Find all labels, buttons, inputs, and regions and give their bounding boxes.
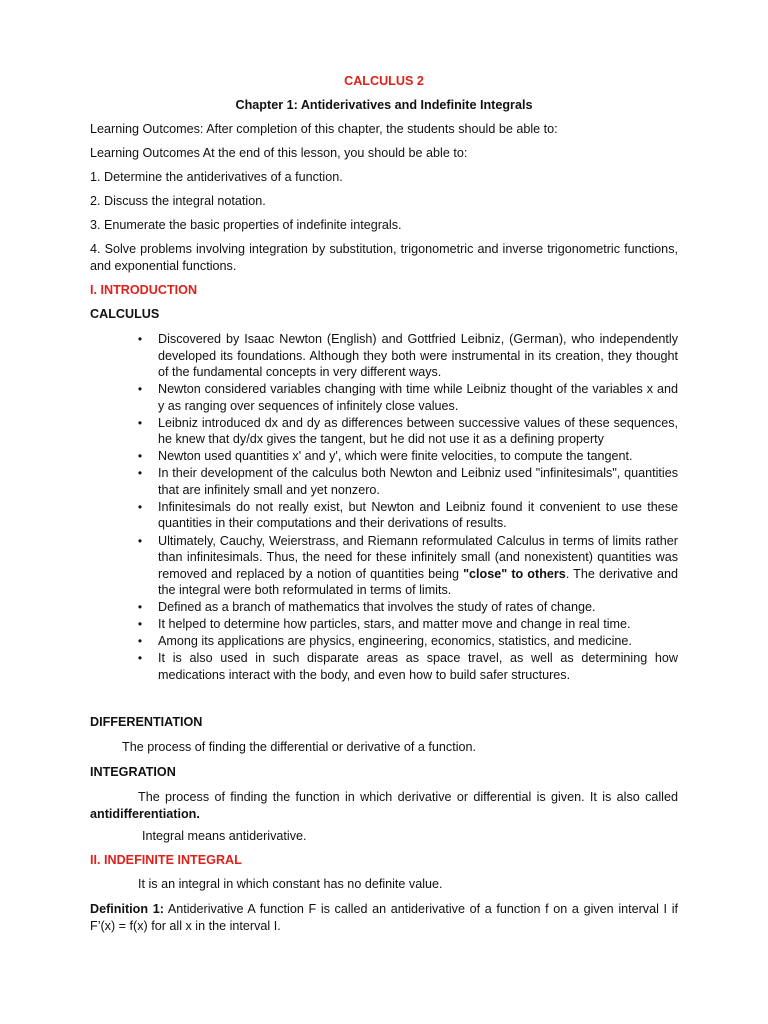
outcome-item-4: 4. Solve problems involving integration by substitution, trigonometric and inverse trigonometric functions, and exponential functions. bbox=[90, 242, 678, 273]
list-item: • Discovered by Isaac Newton (English) and Gottfried Leibniz, (German), who independently developed its foundations. Although they both were instrumental in its creation, they thought of the fundamental concepts in very different ways. bbox=[158, 331, 678, 381]
list-item: • It helped to determine how particles, stars, and matter move and change in real time. bbox=[158, 616, 678, 633]
list-item: • Defined as a branch of mathematics that involves the study of rates of change. bbox=[158, 599, 678, 616]
outcome-item-3: 3. Enumerate the basic properties of indefinite integrals. bbox=[90, 218, 402, 232]
bullet-icon: • bbox=[137, 382, 143, 397]
section-heading-introduction: I. INTRODUCTION bbox=[90, 283, 198, 297]
bullet-icon: • bbox=[137, 332, 143, 346]
list-item: • Leibniz introduced dx and dy as differences between successive values of these sequences, he knew that dy/dx gives the tangent, but he did not use it as a defining property bbox=[158, 415, 678, 448]
calculus-heading: CALCULUS bbox=[90, 307, 160, 321]
list-item: • It is also used in such disparate areas as space travel, as well as determining how medications interact with the body, and even how to build safer structures. bbox=[158, 650, 678, 683]
bullet-icon: • bbox=[137, 449, 143, 464]
learning-outcomes-intro-alt: Learning Outcomes At the end of this lesson, you should be able to: bbox=[90, 146, 468, 160]
integral-means-note: Integral means antiderivative. bbox=[142, 829, 307, 843]
learning-outcomes-intro: Learning Outcomes: After completion of this chapter, the students should be able to: bbox=[90, 122, 558, 136]
chapter-title: Chapter 1: Antiderivatives and Indefinite Integrals bbox=[235, 98, 533, 112]
bullet-icon: • bbox=[137, 634, 143, 649]
definition-label: Definition 1: bbox=[90, 902, 164, 916]
close-to-others-emphasis: "close" to others bbox=[463, 566, 566, 581]
bullet-icon: • bbox=[137, 600, 143, 615]
bullet-icon: • bbox=[137, 415, 143, 430]
bullet-icon: • bbox=[137, 617, 143, 632]
definition-1: Definition 1: Antiderivative A function F is called an antiderivative of a function f on a given interval I if F’(x) = f(x) for all x in the interval I. bbox=[90, 902, 678, 933]
indefinite-integral-description: It is an integral in which constant has no definite value. bbox=[138, 877, 443, 891]
calculus-bullet-list bbox=[137, 331, 678, 684]
list-item: • Among its applications are physics, engineering, economics, statistics, and medicine. bbox=[158, 633, 678, 650]
bullet-icon: • bbox=[137, 466, 143, 481]
integration-definition: The process of finding the function in which derivative or differential is given. It is also called antidifferentiation. bbox=[90, 790, 678, 821]
list-item: • Newton used quantities x' and y', which were finite velocities, to compute the tangent. bbox=[158, 448, 678, 465]
section-heading-indefinite-integral: II. INDEFINITE INTEGRAL bbox=[90, 853, 242, 867]
list-item: • Newton considered variables changing with time while Leibniz thought of the variables x and y as ranging over sequences of infinitely close values. bbox=[158, 381, 678, 414]
outcome-item-1: 1. Determine the antiderivatives of a function. bbox=[90, 170, 343, 184]
antidifferentiation-term: antidifferentiation. bbox=[90, 806, 200, 821]
differentiation-heading: DIFFERENTIATION bbox=[90, 715, 203, 729]
list-item: • Infinitesimals do not really exist, but Newton and Leibniz found it convenient to use these quantities in their computations and their derivations of results. bbox=[158, 499, 678, 532]
list-item: • In their development of the calculus both Newton and Leibniz used "infinitesimals", quantities that are infinitely small and yet nonzero. bbox=[158, 465, 678, 498]
bullet-icon: • bbox=[137, 651, 143, 666]
document-title: CALCULUS 2 bbox=[344, 74, 424, 88]
bullet-icon: • bbox=[137, 499, 143, 514]
integration-heading: INTEGRATION bbox=[90, 765, 176, 779]
differentiation-definition: The process of finding the differential or derivative of a function. bbox=[122, 740, 476, 754]
outcome-item-2: 2. Discuss the integral notation. bbox=[90, 194, 266, 208]
list-item: • Ultimately, Cauchy, Weierstrass, and Riemann reformulated Calculus in terms of limits rather than infinitesimals. Thus, the need for these infinitely small (and nonexistent) quantities was removed and replaced by a notion of quantities being "close" to others. The derivative and the integral were both reformulated in terms of limits. bbox=[158, 533, 678, 599]
bullet-icon: • bbox=[137, 533, 143, 548]
